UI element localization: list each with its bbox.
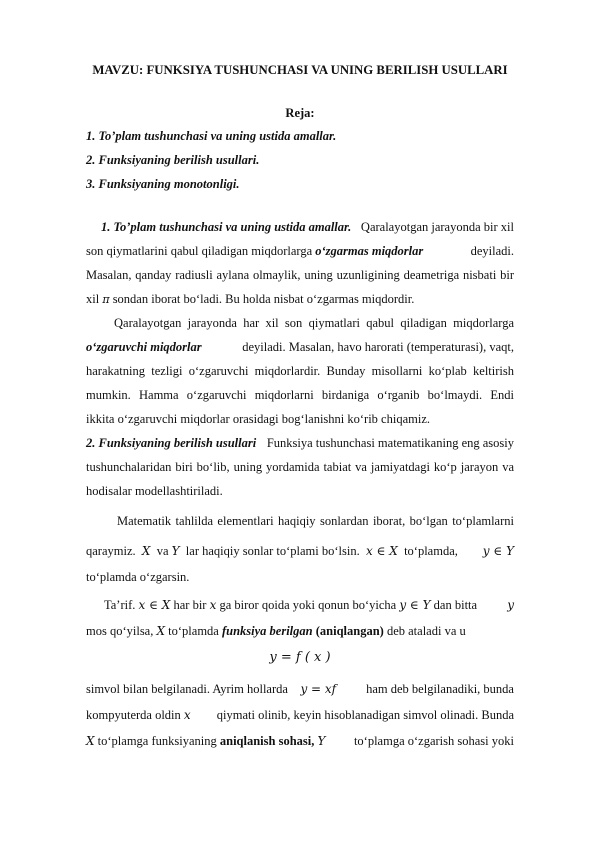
pi-symbol: π [102, 293, 110, 306]
math-X: X [141, 544, 151, 558]
term-domain: aniqlanish sohasi, [219, 734, 315, 748]
math-y-in-Y: y ∈ Y [399, 598, 431, 612]
paragraph-line: Masalan, qanday radiusli aylana olmaylik, uning uzunligining deametriga nisbati bir [86, 268, 514, 282]
term-variable: o‘zgaruvchi miqdorlar [86, 340, 202, 354]
plan-item-3: 3. Funksiyaning monotonligi. [86, 177, 240, 191]
math-y: y [507, 598, 514, 612]
definition-line: mos qo‘yilsa, X to‘plamda funksiya berilgan (aniqlangan) deb ataladi va u [86, 624, 466, 638]
paragraph-line: to‘plamda o‘zgarsin. [86, 570, 190, 584]
paragraph-line: Qaralayotgan jarayonda har xil son qiymatlari qabul qiladigan miqdorlarga [114, 316, 514, 330]
paragraph-line: hodisalar modellashtiriladi. [86, 484, 223, 498]
paragraph-line: ikkita o‘zgaruvchi miqdorlar orasidagi bog‘lanishni ko‘rib chiqamiz. [86, 412, 431, 426]
paragraph-line: harakatning tezligi o‘zgaruvchi miqdorlardir. Bunday misollarni ko‘plab keltirish [86, 364, 514, 378]
paragraph-line: xil π sondan iborat bo‘ladi. Bu holda nisbat o‘zgarmas miqdordir. [86, 292, 415, 306]
paragraph-line: kompyuterda oldin x qiymati olinib, keyin hisoblanadigan simvol olinadi. Bunda [86, 708, 514, 722]
formula-y-equals-xf: y = xf [300, 682, 337, 696]
math-x-in-X: x ∈ X [365, 544, 398, 558]
paragraph-line: mumkin. Hamma o‘zgaruvchi miqdorlarni birdaniga o‘rganib bo‘lmaydi. Endi [86, 388, 514, 402]
formula-y-equals-f-x: y = f ( x ) [269, 650, 331, 665]
paragraph-line: qaraymiz. X va Y lar haqiqiy sonlar to‘plami bo‘lsin. x ∈ X to‘plamda, y ∈ Y [86, 544, 514, 558]
math-y-in-Y: y ∈ Y [482, 544, 514, 558]
paragraph-line: o‘zgaruvchi miqdorlar deyiladi. Masalan, havo harorati (temperaturasi), vaqt, [86, 340, 514, 354]
math-x-in-X: x ∈ X [138, 598, 171, 612]
plan-heading: Reja: [285, 106, 315, 120]
paragraph-line: Matematik tahlilda elementlari haqiqiy sonlardan iborat, bo‘lgan to‘plamlarni [117, 514, 514, 528]
definition-line: Ta’rif. x ∈ X har bir x ga biror qoida yoki qonun bo‘yicha y ∈ Y dan bitta y [104, 598, 514, 612]
paragraph-line: 2. Funksiyaning berilish usullari Funksiya tushunchasi matematikaning eng asosiy [86, 436, 514, 450]
term-constant: o‘zgarmas miqdorlar [315, 244, 424, 258]
section-2-heading: 2. Funksiyaning berilish usullari [86, 436, 257, 450]
paragraph-line: tushunchalaridan biri bo‘lib, uning yordamida tabiat va jamiyatdagi ko‘p jarayon va [86, 460, 514, 474]
math-x: x [209, 598, 217, 612]
plan-item-1: 1. To’plam tushunchasi va uning ustida amallar. [86, 129, 337, 143]
term-function-given: funksiya berilgan [221, 624, 313, 638]
math-X: X [86, 734, 95, 748]
paragraph-line: X to‘plamga funksiyaning aniqlanish sohasi, Y to‘plamga o‘zgarish sohasi yoki [86, 734, 514, 748]
math-Y: Y [171, 544, 180, 558]
paragraph-line: son qiymatlarini qabul qiladigan miqdorlarga o‘zgarmas miqdorlar deyiladi. [86, 244, 514, 258]
section-1-heading: 1. To’plam tushunchasi va uning ustida amallar. [101, 220, 352, 234]
plan-item-2: 2. Funksiyaning berilish usullari. [86, 153, 260, 167]
paragraph-line: 1. To’plam tushunchasi va uning ustida amallar. Qaralayotgan jarayonda bir xil [101, 220, 514, 234]
math-X: X [156, 624, 166, 638]
math-Y: Y [317, 734, 326, 748]
document-title: MAVZU: FUNKSIYA TUSHUNCHASI VA UNING BERILISH USULLARI [92, 63, 508, 77]
paragraph-line: simvol bilan belgilanadi. Ayrim hollarda y = xf ham deb belgilanadiki, bunda [86, 682, 514, 696]
math-x: x [183, 708, 191, 722]
